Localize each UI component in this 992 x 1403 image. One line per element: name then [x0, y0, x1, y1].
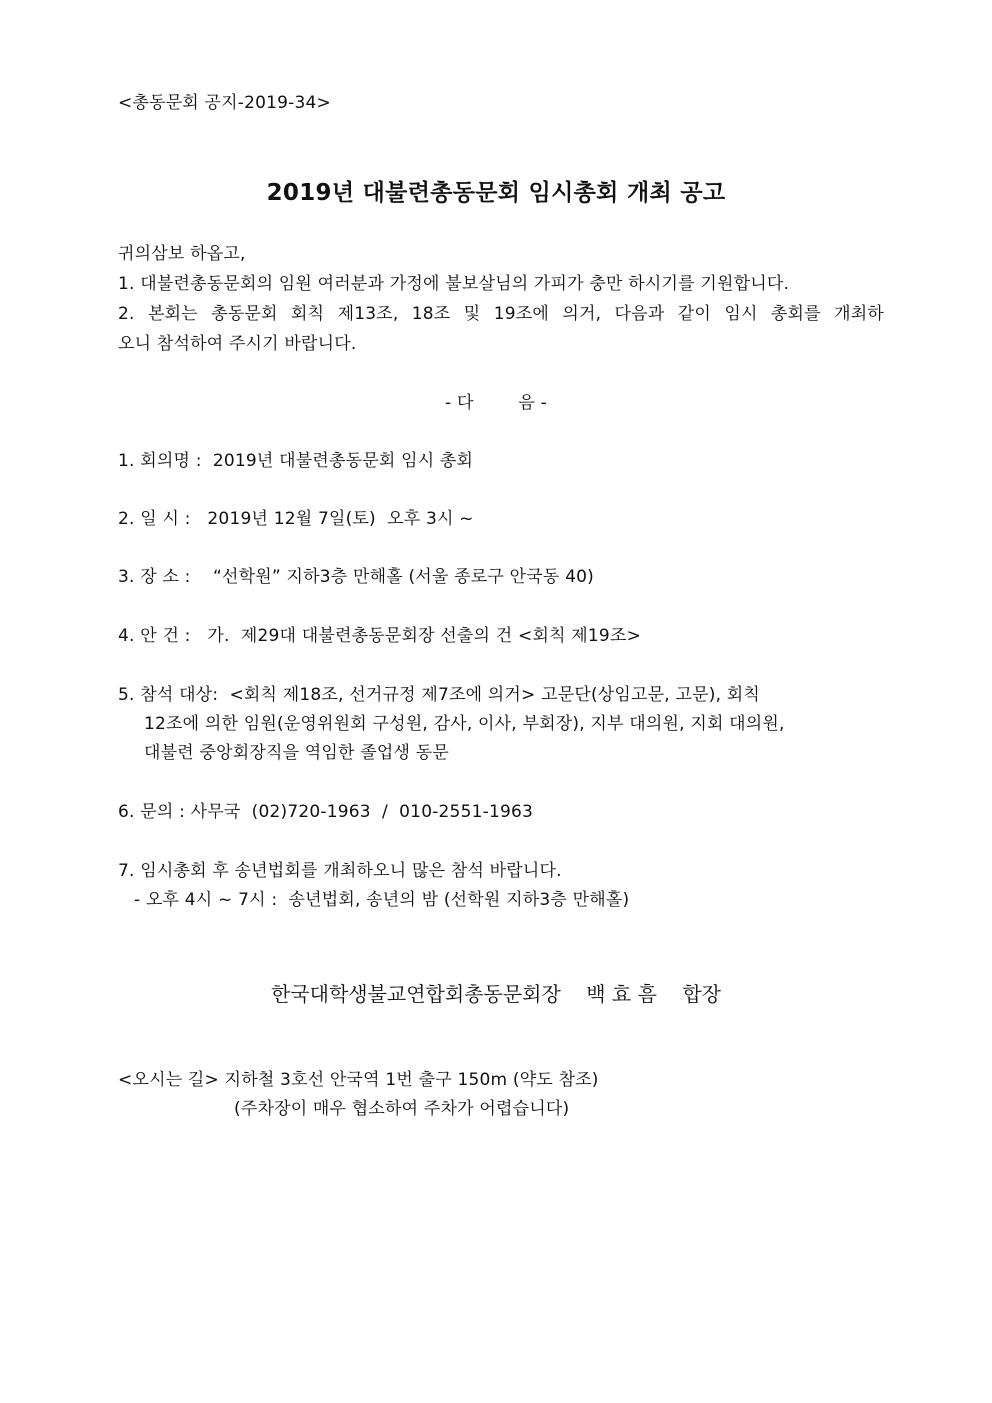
document-title: 2019년 대불련총동문회 임시총회 개최 공고 [266, 180, 726, 206]
item-party-line-2: - 오후 4시 ~ 7시 : 송년법회, 송년의 밤 (선학원 지하3층 만해홀) [134, 890, 630, 910]
intro-paragraph-2-line-1: 2. 본회는 총동문회 회칙 제13조, 18조 및 19조에 의거, 다음과 같이 임시 총회를 개최하 [118, 304, 884, 324]
signature: 한국대학생불교연합회총동문회장 백 효 흠 합장 [271, 982, 721, 1006]
item-contact: 6. 문의 : 사무국 (02)720-1963 / 010-2551-1963 [118, 802, 534, 822]
greeting: 귀의삼보 하옵고, [118, 244, 246, 264]
item-attendees-line-3: 대불련 중앙회장직을 역임한 졸업생 동문 [144, 743, 449, 763]
item-party-line-1: 7. 임시총회 후 송년법회를 개최하오니 많은 참석 바랍니다. [118, 861, 562, 881]
separator: - 다 음 - [445, 393, 547, 413]
item-meeting-name: 1. 회의명 : 2019년 대불련총동문회 임시 총회 [118, 451, 474, 471]
item-attendees-line-2: 12조에 의한 임원(운영위원회 구성원, 감사, 이사, 부회장), 지부 대의원, 지회 대의원, [144, 714, 785, 734]
item-place: 3. 장 소 : “선학원” 지하3층 만해홀 (서울 종로구 안국동 40) [118, 567, 594, 587]
item-datetime: 2. 일 시 : 2019년 12월 7일(토) 오후 3시 ~ [118, 509, 474, 529]
notice-number: <총동문회 공지-2019-34> [118, 93, 331, 113]
intro-paragraph-2-line-2: 오니 참석하여 주시기 바랍니다. [118, 334, 357, 354]
item-attendees-line-1: 5. 참석 대상: <회칙 제18조, 선거규정 제7조에 의거> 고문단(상임고문, 고문), 회칙 [118, 685, 761, 705]
directions-line-2: (주차장이 매우 협소하여 주차가 어렵습니다) [234, 1099, 570, 1119]
item-agenda: 4. 안 건 : 가. 제29대 대불련총동문회장 선출의 건 <회칙 제19조> [118, 626, 642, 646]
directions-line-1: <오시는 길> 지하철 3호선 안국역 1번 출구 150m (약도 참조) [118, 1070, 599, 1090]
intro-paragraph-1: 1. 대불련총동문회의 임원 여러분과 가정에 불보살님의 가피가 충만 하시기를 기원합니다. [118, 274, 790, 294]
